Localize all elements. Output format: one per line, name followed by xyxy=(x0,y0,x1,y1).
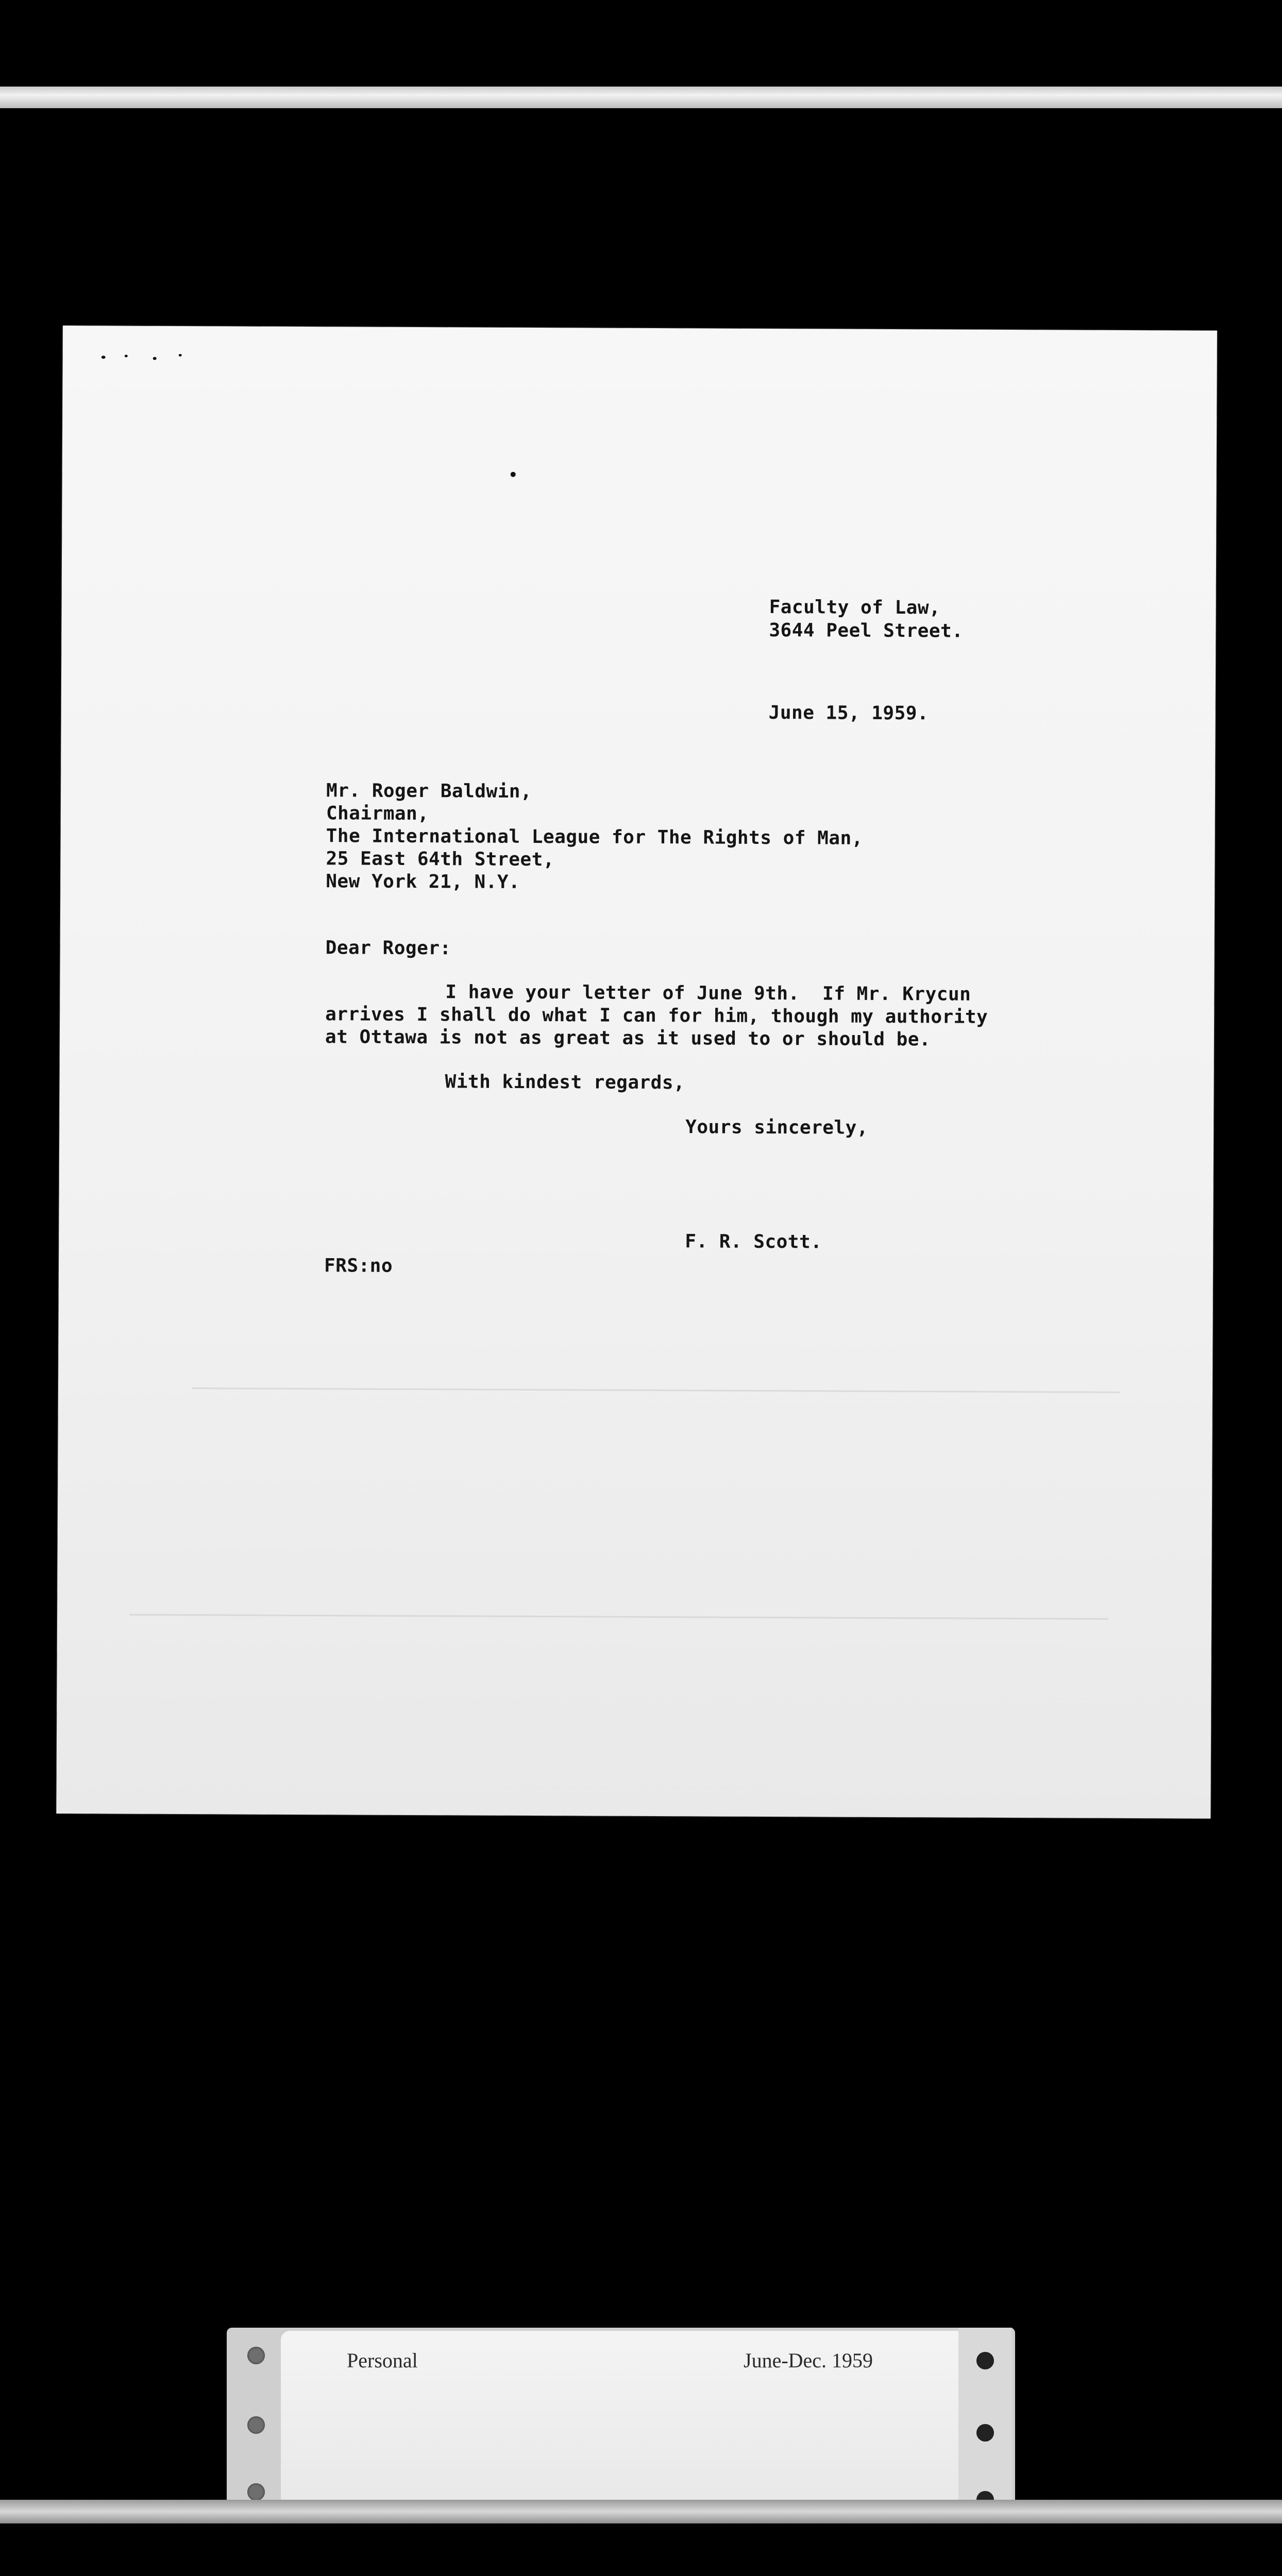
scan-speck xyxy=(179,354,182,357)
recipient-line-1: Mr. Roger Baldwin, xyxy=(326,780,532,802)
scan-artifact xyxy=(192,1387,1120,1393)
letter-date: June 15, 1959. xyxy=(768,702,929,724)
recipient-line-2: Chairman, xyxy=(326,803,429,825)
regards-line: With kindest regards, xyxy=(445,1071,685,1094)
recipient-line-4: 25 East 64th Street, xyxy=(326,848,555,871)
top-film-strip xyxy=(0,87,1282,108)
file-label-card xyxy=(281,2331,966,2523)
recipient-line-3: The International League for The Rights of Man, xyxy=(326,825,863,849)
punch-hole-left-2 xyxy=(247,2416,265,2434)
salutation: Dear Roger: xyxy=(325,937,451,959)
punch-hole-right-1 xyxy=(976,2352,994,2369)
scan-speck xyxy=(153,357,157,360)
file-label-category: Personal xyxy=(347,2349,418,2372)
return-address-line-1: Faculty of Law, xyxy=(769,596,941,619)
closing-line: Yours sincerely, xyxy=(685,1116,869,1139)
punch-hole-right-2 xyxy=(976,2424,994,2442)
bottom-film-strip xyxy=(0,2500,1282,2523)
file-label-date-range: June-Dec. 1959 xyxy=(744,2349,873,2372)
body-line-1: I have your letter of June 9th. If Mr. Krycun xyxy=(445,981,971,1005)
body-line-2: arrives I shall do what I can for him, though my authority xyxy=(325,1004,988,1028)
scan-artifact xyxy=(129,1614,1108,1620)
recipient-line-5: New York 21, N.Y. xyxy=(326,871,520,893)
body-line-3: at Ottawa is not as great as it used to or should be. xyxy=(325,1026,931,1050)
scan-speck xyxy=(125,355,128,358)
scan-speck xyxy=(102,355,106,359)
scan-speck xyxy=(511,472,516,477)
signature-name: F. R. Scott. xyxy=(685,1231,822,1253)
letter-sheet xyxy=(56,326,1217,1819)
return-address-line-2: 3644 Peel Street. xyxy=(769,619,964,642)
typist-initials: FRS:no xyxy=(324,1255,393,1277)
punch-hole-left-1 xyxy=(247,2347,265,2364)
punch-hole-left-3 xyxy=(247,2483,265,2501)
